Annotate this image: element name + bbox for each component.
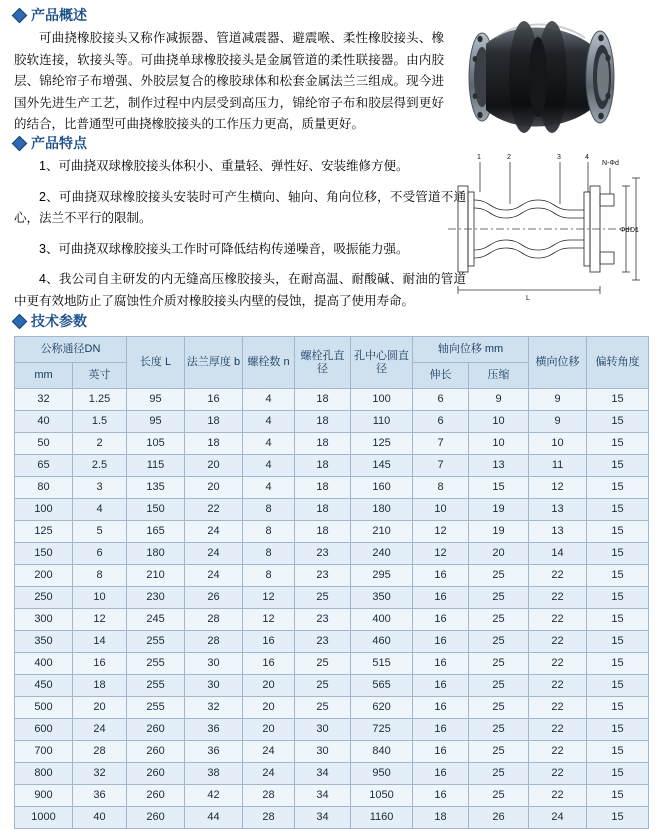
cell-lateral: 13: [529, 499, 587, 521]
cell-hole-circle-dia: 1050: [351, 785, 413, 807]
cell-dn-inch: 16: [73, 653, 127, 675]
cell-dn-mm: 450: [15, 675, 73, 697]
table-row: [15, 653, 649, 675]
cell-length: 105: [127, 433, 185, 455]
cell-axial-compress: 25: [469, 741, 529, 763]
cell-dn-mm: 350: [15, 631, 73, 653]
cell-hole-circle-dia: 240: [351, 543, 413, 565]
cell-lateral: 22: [529, 763, 587, 785]
dim-d1-label: D1: [630, 227, 639, 234]
table-row: [15, 543, 649, 565]
cell-axial-extend: 7: [413, 455, 469, 477]
cell-angular: 15: [587, 477, 649, 499]
cell-lateral: 22: [529, 675, 587, 697]
cell-bolt-count: 20: [243, 697, 295, 719]
cell-lateral: 22: [529, 565, 587, 587]
cell-length: 260: [127, 741, 185, 763]
cell-axial-compress: 25: [469, 609, 529, 631]
cell-dn-mm: 300: [15, 609, 73, 631]
header-group-bolt-count: 螺栓数 n: [243, 337, 295, 389]
cell-flange-thickness: 30: [185, 653, 243, 675]
cell-dn-inch: 28: [73, 741, 127, 763]
cell-hole-circle-dia: 210: [351, 521, 413, 543]
cell-axial-compress: 19: [469, 521, 529, 543]
table-row: [15, 741, 649, 763]
cell-bolt-hole-dia: 23: [295, 631, 351, 653]
cell-lateral: 22: [529, 653, 587, 675]
rubber-joint-photo-illustration: [440, 14, 652, 138]
cell-flange-thickness: 28: [185, 609, 243, 631]
cell-length: 150: [127, 499, 185, 521]
header-unit-mm: mm: [15, 363, 73, 389]
cell-bolt-count: 4: [243, 433, 295, 455]
cell-flange-thickness: 38: [185, 763, 243, 785]
cell-dn-inch: 36: [73, 785, 127, 807]
section-title-features: 产品特点: [31, 135, 87, 151]
cell-flange-thickness: 32: [185, 697, 243, 719]
header-unit-inch: 英寸: [73, 363, 127, 389]
cell-hole-circle-dia: 620: [351, 697, 413, 719]
header-group-lateral: 横向位移: [529, 337, 587, 389]
cell-bolt-count: 8: [243, 521, 295, 543]
cell-axial-compress: 9: [469, 389, 529, 411]
cell-axial-compress: 25: [469, 565, 529, 587]
cell-axial-extend: 16: [413, 785, 469, 807]
cell-dn-inch: 14: [73, 631, 127, 653]
cell-length: 180: [127, 543, 185, 565]
features-list: [14, 156, 466, 312]
cell-axial-extend: 16: [413, 763, 469, 785]
table-row: [15, 719, 649, 741]
cell-hole-circle-dia: 515: [351, 653, 413, 675]
cell-hole-circle-dia: 460: [351, 631, 413, 653]
cell-angular: 15: [587, 675, 649, 697]
cell-lateral: 11: [529, 455, 587, 477]
cell-dn-inch: 3: [73, 477, 127, 499]
cell-length: 255: [127, 697, 185, 719]
diamond-bullet-icon: [12, 7, 28, 23]
cell-axial-compress: 25: [469, 697, 529, 719]
cell-lateral: 22: [529, 697, 587, 719]
cell-angular: 15: [587, 763, 649, 785]
cell-lateral: 10: [529, 433, 587, 455]
cell-dn-inch: 2: [73, 433, 127, 455]
cell-dn-mm: 200: [15, 565, 73, 587]
cell-bolt-hole-dia: 23: [295, 609, 351, 631]
cell-axial-compress: 25: [469, 653, 529, 675]
cell-dn-inch: 20: [73, 697, 127, 719]
cross-section-drawing-illustration: [440, 148, 650, 308]
tech-params-table: [14, 336, 649, 829]
cell-dn-inch: 6: [73, 543, 127, 565]
product-photo: [440, 14, 652, 138]
section-heading-params: [14, 314, 654, 328]
cell-axial-extend: 16: [413, 675, 469, 697]
cell-dn-inch: 2.5: [73, 455, 127, 477]
cell-length: 95: [127, 389, 185, 411]
header-group-axial: 轴向位移 mm: [413, 337, 529, 363]
feature-item: 3、可曲挠双球橡胶接头工作时可降低结构传递噪音，吸振能力强。: [39, 241, 409, 256]
header-group-flange-thickness: 法兰厚度 b: [185, 337, 243, 389]
cell-bolt-count: 20: [243, 719, 295, 741]
cell-angular: 15: [587, 697, 649, 719]
callout-label-1: 1: [477, 154, 481, 161]
cell-angular: 15: [587, 807, 649, 829]
cell-angular: 15: [587, 389, 649, 411]
table-row: [15, 807, 649, 829]
header-group-length: 长度 L: [127, 337, 185, 389]
cell-bolt-hole-dia: 34: [295, 785, 351, 807]
table-row: [15, 675, 649, 697]
cell-dn-inch: 4: [73, 499, 127, 521]
cell-axial-extend: 7: [413, 433, 469, 455]
cell-bolt-hole-dia: 18: [295, 411, 351, 433]
cell-lateral: 22: [529, 587, 587, 609]
cell-lateral: 22: [529, 785, 587, 807]
header-axial-compress: 压缩: [469, 363, 529, 389]
cell-length: 255: [127, 653, 185, 675]
cell-dn-mm: 150: [15, 543, 73, 565]
cell-bolt-hole-dia: 30: [295, 741, 351, 763]
cell-hole-circle-dia: 145: [351, 455, 413, 477]
cell-angular: 15: [587, 653, 649, 675]
section-params: [14, 314, 654, 829]
cell-dn-inch: 12: [73, 609, 127, 631]
table-head: [15, 337, 649, 389]
cell-bolt-count: 12: [243, 609, 295, 631]
cell-dn-mm: 100: [15, 499, 73, 521]
cell-bolt-hole-dia: 34: [295, 763, 351, 785]
cell-axial-extend: 6: [413, 411, 469, 433]
feature-item: 2、可曲挠双球橡胶接头安装时可产生横向、轴向、角向位移，不受管道不通心，法兰不平行的限制。: [14, 189, 466, 225]
cell-axial-compress: 25: [469, 675, 529, 697]
cell-angular: 15: [587, 587, 649, 609]
cell-angular: 15: [587, 433, 649, 455]
cell-axial-extend: 8: [413, 477, 469, 499]
cell-lateral: 24: [529, 807, 587, 829]
cell-length: 230: [127, 587, 185, 609]
cell-lateral: 9: [529, 411, 587, 433]
cell-hole-circle-dia: 100: [351, 389, 413, 411]
cell-flange-thickness: 16: [185, 389, 243, 411]
table-row: [15, 631, 649, 653]
header-axial-extend: 伸长: [413, 363, 469, 389]
header-group-hole-circle-dia: 孔中心圆直径: [351, 337, 413, 389]
table-row: [15, 433, 649, 455]
callout-label-3: 3: [557, 154, 561, 161]
cell-bolt-count: 8: [243, 499, 295, 521]
cell-axial-compress: 25: [469, 719, 529, 741]
cell-hole-circle-dia: 950: [351, 763, 413, 785]
cell-bolt-count: 16: [243, 653, 295, 675]
cell-hole-circle-dia: 400: [351, 609, 413, 631]
cell-length: 260: [127, 785, 185, 807]
cell-flange-thickness: 18: [185, 411, 243, 433]
cell-axial-extend: 12: [413, 543, 469, 565]
cell-lateral: 22: [529, 631, 587, 653]
cell-length: 260: [127, 763, 185, 785]
cell-length: 260: [127, 807, 185, 829]
cell-axial-compress: 13: [469, 455, 529, 477]
cell-axial-compress: 25: [469, 785, 529, 807]
callout-label-2: 2: [507, 154, 511, 161]
cell-axial-extend: 16: [413, 631, 469, 653]
cell-dn-inch: 1.25: [73, 389, 127, 411]
table-row: [15, 499, 649, 521]
cell-angular: 15: [587, 455, 649, 477]
cell-dn-mm: 700: [15, 741, 73, 763]
table-row: [15, 455, 649, 477]
cell-dn-inch: 1.5: [73, 411, 127, 433]
cell-dn-mm: 800: [15, 763, 73, 785]
cell-flange-thickness: 22: [185, 499, 243, 521]
cell-bolt-hole-dia: 18: [295, 521, 351, 543]
cell-axial-extend: 6: [413, 389, 469, 411]
table-row: [15, 609, 649, 631]
cell-length: 95: [127, 411, 185, 433]
cell-lateral: 22: [529, 741, 587, 763]
cell-length: 135: [127, 477, 185, 499]
cell-axial-compress: 20: [469, 543, 529, 565]
cell-hole-circle-dia: 125: [351, 433, 413, 455]
feature-item: 1、可曲挠双球橡胶接头体积小、重量轻、弹性好、安装维修方便。: [39, 159, 409, 173]
cell-bolt-count: 16: [243, 631, 295, 653]
cell-dn-inch: 40: [73, 807, 127, 829]
cell-axial-compress: 25: [469, 587, 529, 609]
cell-axial-extend: 16: [413, 653, 469, 675]
cell-flange-thickness: 20: [185, 477, 243, 499]
cell-bolt-count: 28: [243, 785, 295, 807]
table-row: [15, 389, 649, 411]
cell-bolt-count: 20: [243, 675, 295, 697]
cell-bolt-hole-dia: 18: [295, 499, 351, 521]
section-title-overview: 产品概述: [31, 7, 87, 23]
cell-dn-mm: 125: [15, 521, 73, 543]
cell-bolt-hole-dia: 25: [295, 697, 351, 719]
cell-dn-mm: 250: [15, 587, 73, 609]
cell-axial-extend: 18: [413, 807, 469, 829]
cell-dn-inch: 5: [73, 521, 127, 543]
cell-dn-mm: 65: [15, 455, 73, 477]
section-title-params: 技术参数: [31, 313, 87, 329]
technical-drawing: [440, 148, 650, 308]
cell-bolt-count: 4: [243, 455, 295, 477]
overview-paragraph: 可曲挠橡胶接头又称作减振器、管道减震器、避震喉、柔性橡胶接头、橡胶软连接，软接头等。可曲挠单球橡胶接头是金属管道的柔性联接器。由内胶层、锦纶帘子布增强、外胶层复合的橡胶球体和松套金属法兰三组成。现今进国外先进生产工艺，制作过程中内层受到高压力，锦纶帘子布和胶层得到更好的结合，比普通型可曲挠橡胶接头的工作压力更高，质量更好。: [14, 31, 444, 131]
cell-hole-circle-dia: 840: [351, 741, 413, 763]
cell-lateral: 22: [529, 719, 587, 741]
dim-L-label: L: [526, 295, 530, 302]
cell-axial-compress: 25: [469, 763, 529, 785]
cell-angular: 15: [587, 609, 649, 631]
cell-axial-extend: 16: [413, 587, 469, 609]
cell-dn-mm: 40: [15, 411, 73, 433]
cell-dn-mm: 600: [15, 719, 73, 741]
cell-angular: 15: [587, 719, 649, 741]
cell-bolt-count: 8: [243, 543, 295, 565]
cell-axial-extend: 16: [413, 741, 469, 763]
cell-bolt-hole-dia: 23: [295, 543, 351, 565]
feature-item: 4、我公司自主研发的内无缝高压橡胶接头，在耐高温、耐酸碱、耐油的管道中更有效地防止了腐蚀性介质对橡胶接头内壁的侵蚀，提高了使用寿命。: [14, 272, 466, 308]
cell-axial-compress: 25: [469, 631, 529, 653]
cell-length: 255: [127, 675, 185, 697]
cell-length: 210: [127, 565, 185, 587]
cell-axial-extend: 12: [413, 521, 469, 543]
cell-axial-compress: 19: [469, 499, 529, 521]
cell-bolt-count: 24: [243, 763, 295, 785]
cell-dn-mm: 1000: [15, 807, 73, 829]
cell-length: 165: [127, 521, 185, 543]
cell-dn-inch: 8: [73, 565, 127, 587]
cell-flange-thickness: 20: [185, 455, 243, 477]
cell-hole-circle-dia: 350: [351, 587, 413, 609]
cell-dn-mm: 900: [15, 785, 73, 807]
cell-flange-thickness: 30: [185, 675, 243, 697]
cell-bolt-count: 4: [243, 389, 295, 411]
cell-axial-extend: 16: [413, 719, 469, 741]
header-group-dn: 公称通径DN: [15, 337, 127, 363]
cell-angular: 15: [587, 631, 649, 653]
cell-bolt-hole-dia: 30: [295, 719, 351, 741]
cell-bolt-hole-dia: 18: [295, 477, 351, 499]
cell-hole-circle-dia: 1160: [351, 807, 413, 829]
cell-bolt-hole-dia: 25: [295, 587, 351, 609]
cell-bolt-hole-dia: 18: [295, 389, 351, 411]
cell-hole-circle-dia: 160: [351, 477, 413, 499]
cell-bolt-hole-dia: 18: [295, 433, 351, 455]
cell-hole-circle-dia: 295: [351, 565, 413, 587]
cell-flange-thickness: 24: [185, 521, 243, 543]
cell-axial-extend: 16: [413, 697, 469, 719]
cell-bolt-hole-dia: 18: [295, 455, 351, 477]
cell-length: 255: [127, 631, 185, 653]
cell-dn-inch: 32: [73, 763, 127, 785]
table-row: [15, 587, 649, 609]
cell-axial-compress: 26: [469, 807, 529, 829]
cell-angular: 15: [587, 543, 649, 565]
table-body: [15, 389, 649, 829]
cell-bolt-count: 4: [243, 477, 295, 499]
cell-bolt-hole-dia: 25: [295, 653, 351, 675]
cell-flange-thickness: 24: [185, 543, 243, 565]
cell-length: 245: [127, 609, 185, 631]
cell-flange-thickness: 44: [185, 807, 243, 829]
cell-dn-mm: 400: [15, 653, 73, 675]
diamond-bullet-icon: [12, 313, 28, 329]
cell-bolt-count: 24: [243, 741, 295, 763]
cell-axial-compress: 15: [469, 477, 529, 499]
cell-angular: 15: [587, 499, 649, 521]
callout-label-4: 4: [585, 154, 589, 161]
cell-angular: 15: [587, 411, 649, 433]
cell-lateral: 12: [529, 477, 587, 499]
cell-bolt-count: 12: [243, 587, 295, 609]
cell-bolt-hole-dia: 34: [295, 807, 351, 829]
cell-dn-inch: 24: [73, 719, 127, 741]
cell-lateral: 9: [529, 389, 587, 411]
cell-dn-mm: 50: [15, 433, 73, 455]
dim-d-label: Φd: [620, 227, 630, 234]
cell-flange-thickness: 24: [185, 565, 243, 587]
cell-flange-thickness: 18: [185, 433, 243, 455]
cell-axial-compress: 10: [469, 433, 529, 455]
cell-angular: 15: [587, 741, 649, 763]
cell-bolt-hole-dia: 23: [295, 565, 351, 587]
cell-dn-mm: 32: [15, 389, 73, 411]
cell-axial-extend: 16: [413, 609, 469, 631]
table-row: [15, 565, 649, 587]
cell-hole-circle-dia: 110: [351, 411, 413, 433]
header-group-angular: 偏转角度: [587, 337, 649, 389]
cell-length: 260: [127, 719, 185, 741]
cell-angular: 15: [587, 521, 649, 543]
cell-angular: 15: [587, 785, 649, 807]
cell-angular: 15: [587, 565, 649, 587]
diamond-bullet-icon: [12, 135, 28, 151]
cell-length: 115: [127, 455, 185, 477]
header-group-row: [15, 337, 649, 363]
cell-bolt-hole-dia: 25: [295, 675, 351, 697]
table-row: [15, 785, 649, 807]
cell-dn-mm: 80: [15, 477, 73, 499]
cell-axial-compress: 10: [469, 411, 529, 433]
cell-flange-thickness: 36: [185, 741, 243, 763]
cell-lateral: 22: [529, 609, 587, 631]
cell-hole-circle-dia: 565: [351, 675, 413, 697]
cell-axial-extend: 10: [413, 499, 469, 521]
cell-bolt-count: 8: [243, 565, 295, 587]
cell-lateral: 14: [529, 543, 587, 565]
cell-hole-circle-dia: 725: [351, 719, 413, 741]
holes-label: N-Φd: [602, 160, 619, 167]
cell-dn-mm: 500: [15, 697, 73, 719]
cell-flange-thickness: 28: [185, 631, 243, 653]
cell-dn-inch: 10: [73, 587, 127, 609]
cell-axial-extend: 16: [413, 565, 469, 587]
cell-flange-thickness: 42: [185, 785, 243, 807]
cell-bolt-count: 4: [243, 411, 295, 433]
table-row: [15, 521, 649, 543]
table-row: [15, 477, 649, 499]
header-group-bolt-hole-dia: 螺栓孔直径: [295, 337, 351, 389]
table-row: [15, 411, 649, 433]
cell-lateral: 13: [529, 521, 587, 543]
cell-flange-thickness: 26: [185, 587, 243, 609]
cell-bolt-count: 28: [243, 807, 295, 829]
cell-flange-thickness: 36: [185, 719, 243, 741]
table-row: [15, 763, 649, 785]
cell-hole-circle-dia: 180: [351, 499, 413, 521]
table-row: [15, 697, 649, 719]
cell-dn-inch: 18: [73, 675, 127, 697]
